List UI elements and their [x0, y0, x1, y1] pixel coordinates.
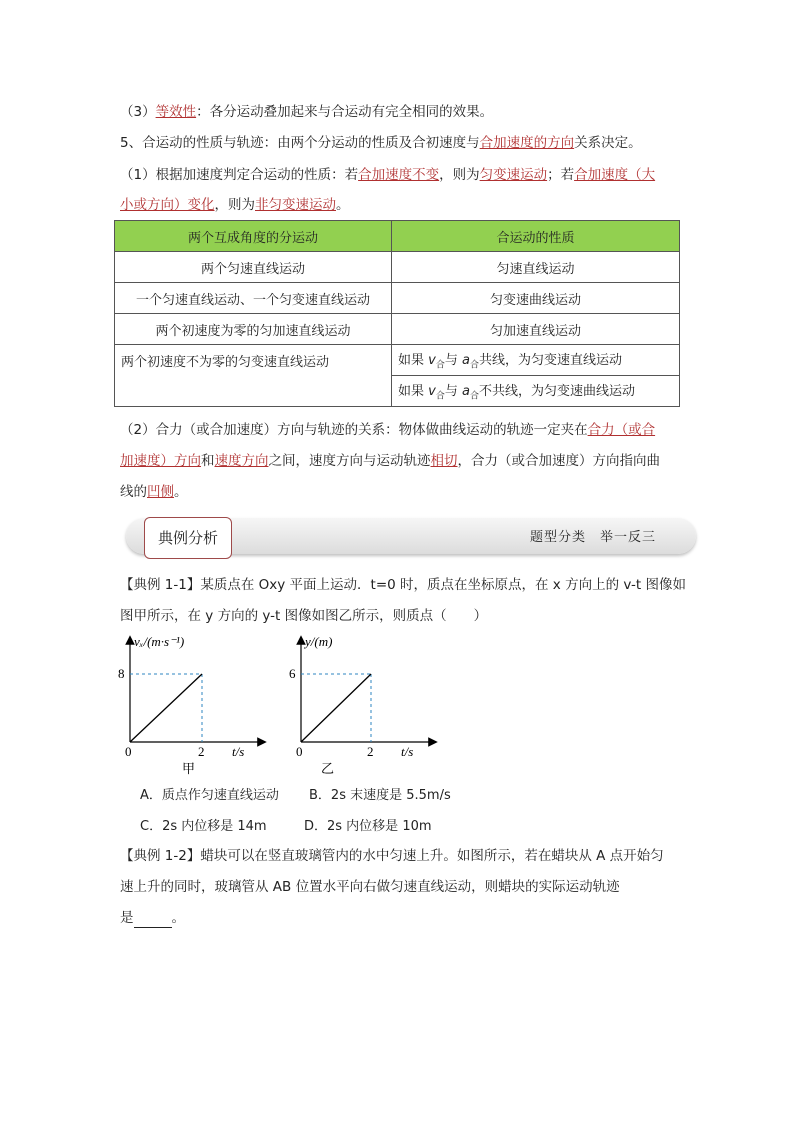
- text: 。: [171, 910, 185, 926]
- term: 合加速度（大: [574, 167, 656, 183]
- table-header-row: [115, 221, 680, 252]
- text: ，则为: [214, 197, 255, 213]
- text: （2）合力（或合加速度）方向与轨迹的关系：物体做曲线运动的轨迹一定夹在: [120, 422, 588, 438]
- table-cell: 一个匀速直线运动、一个匀变速直线运动: [115, 283, 392, 314]
- y-axis-label: vₓ/(m·s⁻¹): [134, 634, 185, 649]
- table-cell: 两个初速度不为零的匀变速直线运动: [115, 345, 392, 407]
- option-c[interactable]: C．2s 内位移是 14m: [140, 819, 267, 834]
- table-cell: 匀加速直线运动: [392, 314, 680, 345]
- table-header: 两个互成角度的分运动: [115, 221, 392, 252]
- subscript: 合: [469, 391, 479, 402]
- symbol-v: v: [428, 384, 436, 400]
- x-tick-label: 2: [367, 744, 374, 759]
- example-1-1-line1: 【典例 1-1】某质点在 Oxy 平面上运动．t=0 时，质点在坐标原点，在 x 方向上的 v-t 图像如: [120, 577, 686, 593]
- text: 关系决定。: [574, 135, 642, 151]
- example-1-2-line3: [120, 908, 185, 928]
- text: 不共线，为匀变速曲线运动: [478, 384, 635, 400]
- table-cell: [392, 345, 680, 376]
- term: 小或方向）变化: [120, 197, 215, 213]
- text: 之间，速度方向与运动轨迹: [268, 453, 431, 469]
- example-1-1-line2: 图甲所示，在 y 方向的 y-t 图像如图乙所示，则质点（ ）: [120, 608, 488, 624]
- table-cell: [392, 376, 680, 407]
- data-line: [301, 674, 371, 742]
- term: 匀变速运动: [479, 167, 548, 183]
- text: （1）根据加速度判定合运动的性质：若: [120, 167, 359, 183]
- graph-vx-t: [112, 632, 292, 777]
- term: 合加速度不变: [358, 167, 440, 183]
- table-row: [115, 314, 680, 345]
- text: 如果: [398, 353, 429, 369]
- x-axis-label: t/s: [401, 744, 414, 759]
- text: 如果: [398, 384, 429, 400]
- graph-caption: 乙: [321, 761, 335, 776]
- symbol-a: a: [462, 384, 470, 400]
- text: ，则为: [439, 167, 480, 183]
- term-equivalence: 等效性: [155, 104, 197, 120]
- term: 凹侧: [147, 484, 174, 500]
- answer-blank[interactable]: [134, 913, 172, 928]
- option-b[interactable]: B．2s 末速度是 5.5m/s: [309, 788, 451, 803]
- text: 5、合运动的性质与轨迹：由两个分运动的性质及合初速度与: [120, 135, 480, 151]
- table-row: [115, 345, 680, 376]
- subscript: 合: [435, 391, 445, 402]
- term: 合力（或合: [587, 422, 656, 438]
- option-d[interactable]: D．2s 内位移是 10m: [304, 819, 432, 834]
- symbol-v: v: [428, 353, 436, 369]
- data-line: [130, 674, 202, 742]
- subscript: 合: [435, 360, 445, 371]
- table-header: 合运动的性质: [392, 221, 680, 252]
- table-cell: 匀变速曲线运动: [392, 283, 680, 314]
- x-tick-label: 2: [198, 744, 205, 759]
- subscript: 合: [469, 360, 479, 371]
- text: ：各分运动叠加起来与合运动有完全相同的效果。: [196, 104, 494, 120]
- y-tick-label: 6: [289, 666, 296, 681]
- section-banner-subtitle: 题型分类 举一反三: [530, 530, 657, 545]
- y-axis-label: y/(m): [305, 634, 333, 649]
- table-row: [115, 283, 680, 314]
- text: ，合力（或合加速度）方向指向曲: [457, 453, 660, 469]
- symbol-a: a: [462, 353, 470, 369]
- option-a[interactable]: A．质点作匀速直线运动: [140, 788, 279, 803]
- motion-properties-table: [114, 220, 680, 407]
- paragraph-1-line1: [120, 165, 655, 185]
- y-tick-label: 8: [118, 666, 125, 681]
- example-1-2-line2: 速上升的同时，玻璃管从 AB 位置水平向右做匀速直线运动，则蜡块的实际运动轨迹: [120, 879, 620, 895]
- term: 速度方向: [214, 453, 269, 469]
- paragraph-1-line2: [120, 195, 350, 215]
- text: 与: [444, 384, 462, 400]
- table-cell: 两个匀速直线运动: [115, 252, 392, 283]
- term: 非匀变速运动: [255, 197, 336, 213]
- prefix: （3）: [120, 104, 156, 120]
- text: 是: [120, 910, 134, 926]
- graph-y-t: [283, 632, 463, 777]
- paragraph-equivalence: [120, 102, 493, 122]
- text: 和: [201, 453, 215, 469]
- table-row: [115, 252, 680, 283]
- paragraph-2-line1: [120, 420, 655, 440]
- term-accel-direction: 合加速度的方向: [479, 135, 575, 151]
- text: 与: [444, 353, 462, 369]
- graph-caption: 甲: [182, 761, 196, 776]
- text: 共线，为匀变速直线运动: [478, 353, 622, 369]
- example-1-2-line1: 【典例 1-2】蜡块可以在竖直玻璃管内的水中匀速上升。如图所示，若在蜡块从 A 点开始匀: [120, 848, 664, 864]
- text: ；若: [547, 167, 575, 183]
- x-axis-label: t/s: [232, 744, 245, 759]
- paragraph-5: [120, 133, 642, 153]
- paragraph-2-line3: [120, 482, 188, 502]
- text: 线的: [120, 484, 147, 500]
- paragraph-2-line2: [120, 451, 660, 471]
- table-cell: 两个初速度为零的匀加速直线运动: [115, 314, 392, 345]
- term: 相切: [430, 453, 458, 469]
- table-cell: 匀速直线运动: [392, 252, 680, 283]
- origin-label: 0: [125, 744, 132, 759]
- origin-label: 0: [296, 744, 303, 759]
- section-banner-tag: 典例分析: [144, 517, 232, 559]
- term: 加速度）方向: [120, 453, 201, 469]
- text: 。: [174, 484, 188, 500]
- text: 。: [336, 197, 350, 213]
